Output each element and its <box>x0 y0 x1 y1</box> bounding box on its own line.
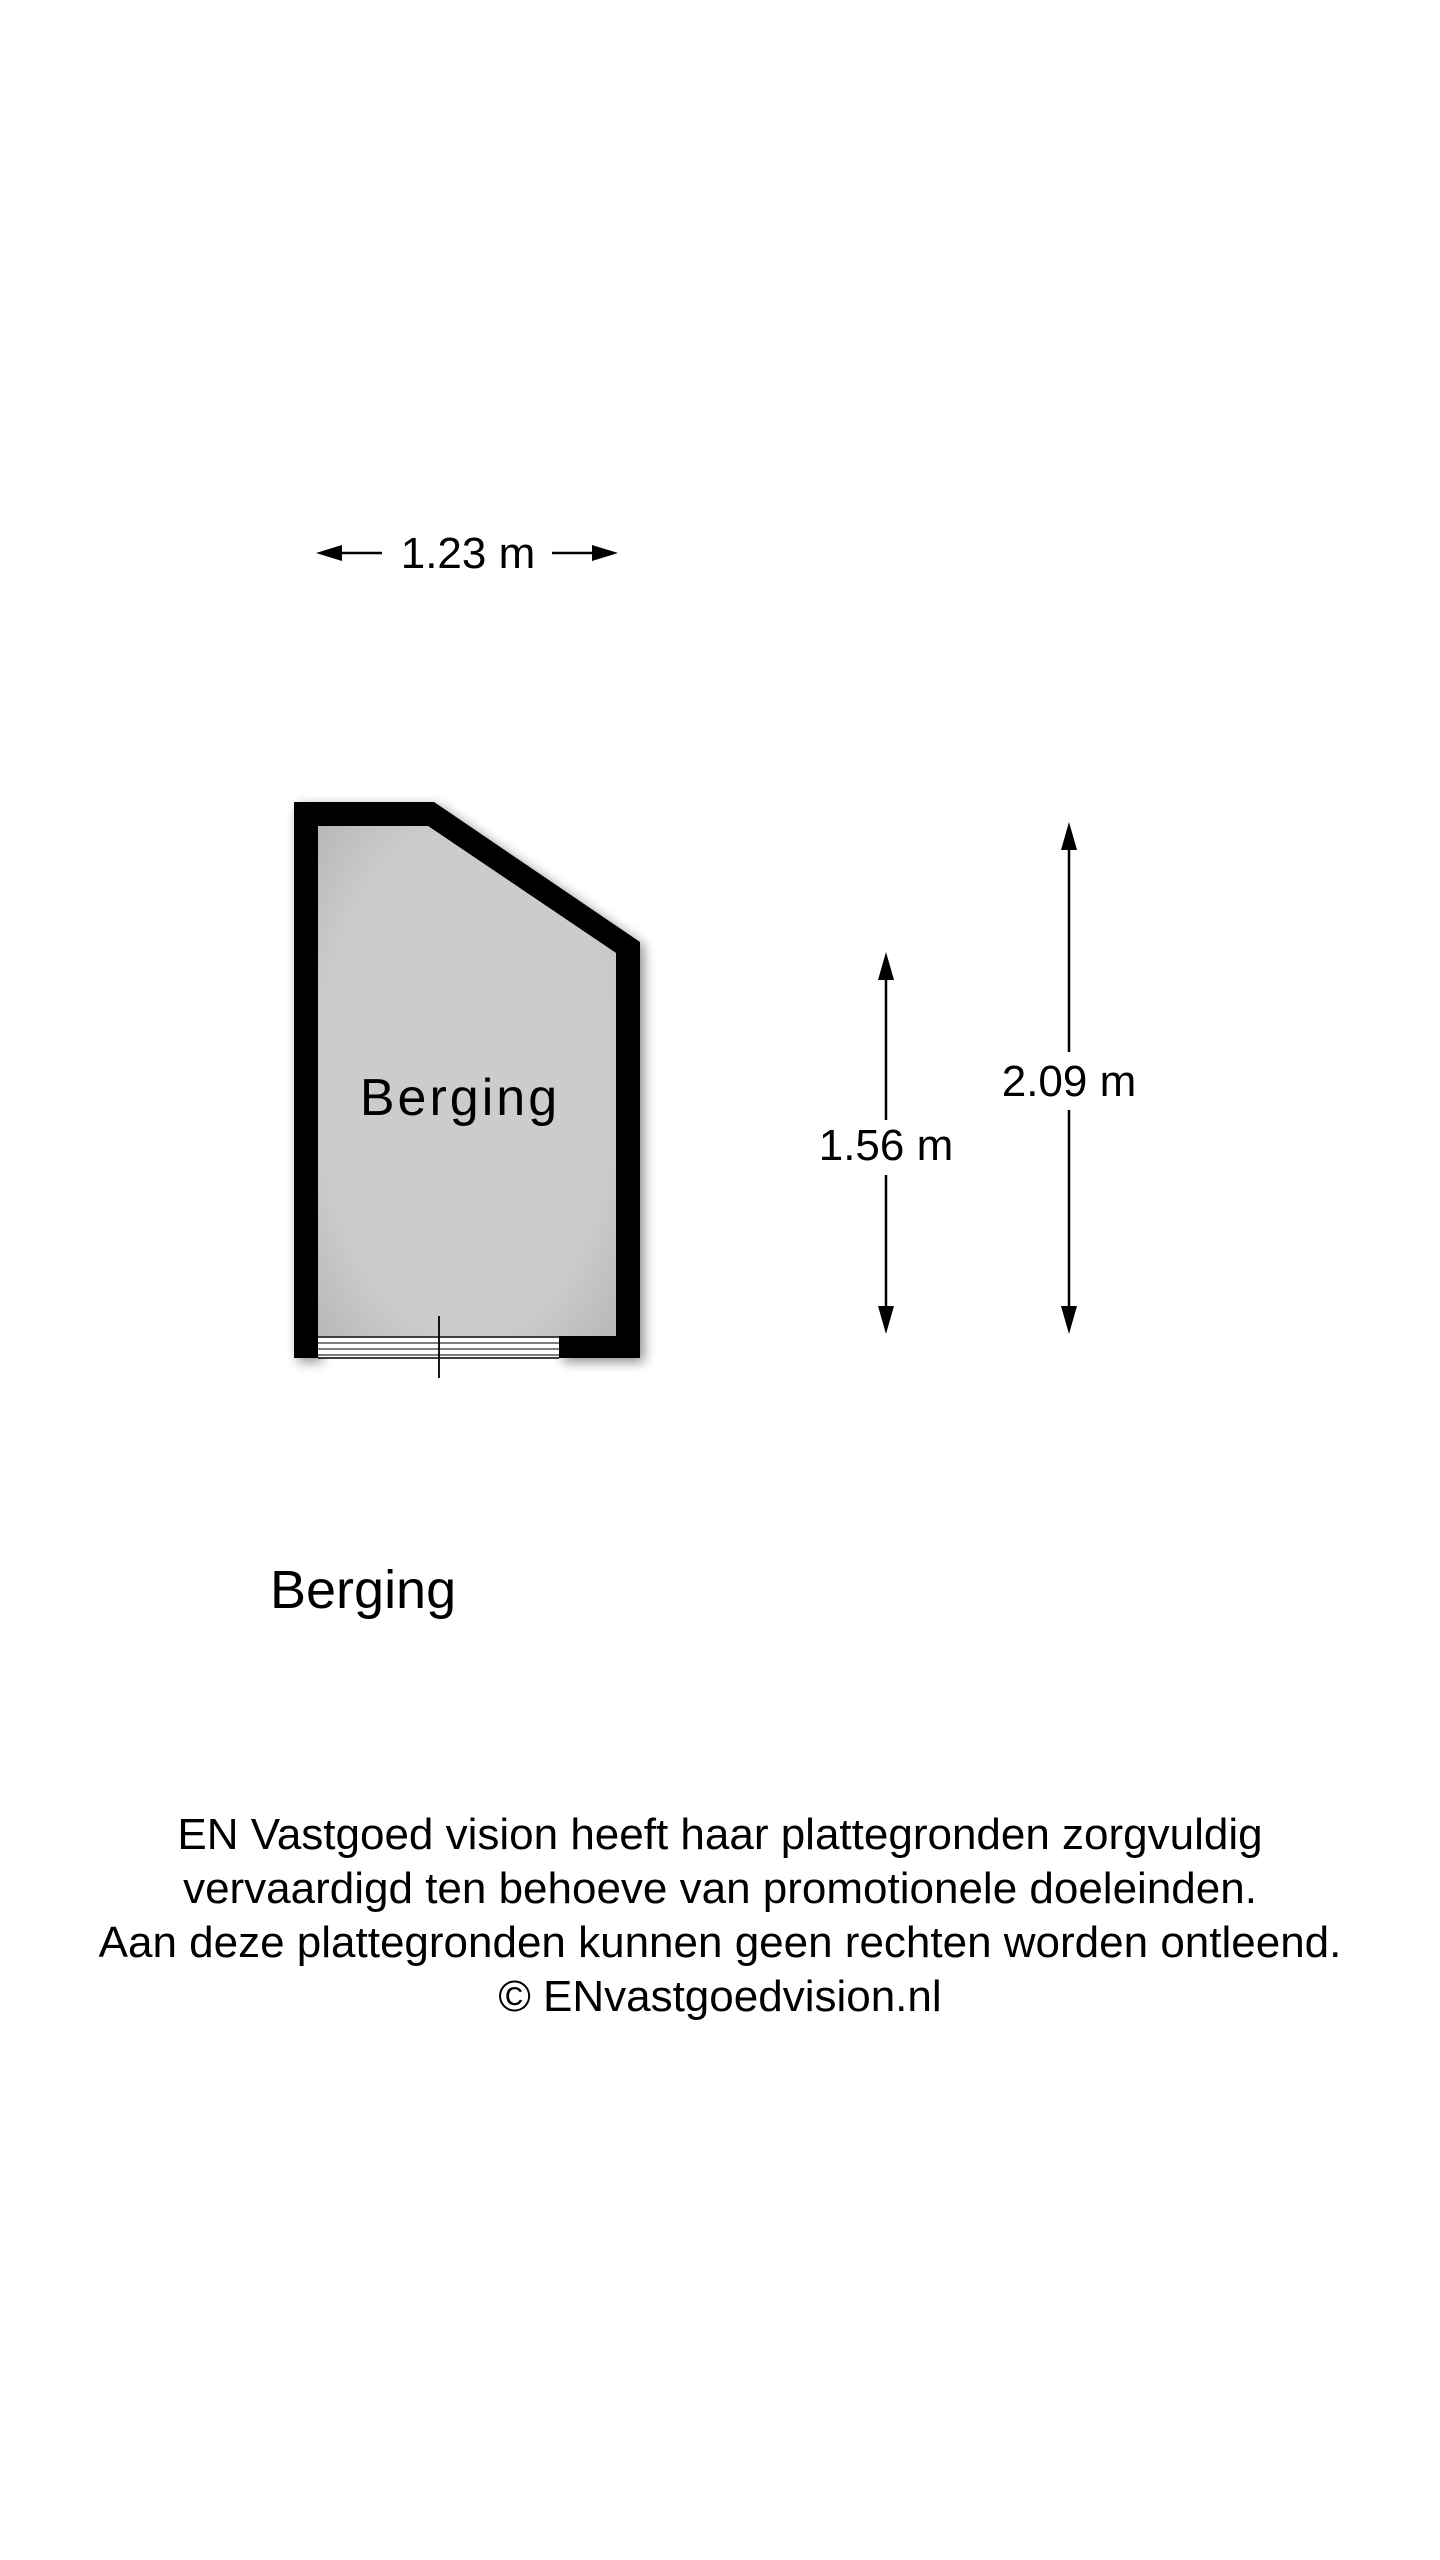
room-berging <box>294 802 640 1378</box>
height-short-dimension <box>819 952 954 1334</box>
disclaimer-line-3: Aan deze plattegronden kunnen geen rechten worden ontleend. <box>98 1918 1342 1967</box>
height-long-label: 2.09 m <box>1001 1057 1137 1106</box>
width-dimension <box>316 529 618 578</box>
floor-title: Berging <box>270 1560 457 1620</box>
disclaimer-line-2: vervaardigd ten behoeve van promotionele doeleinden. <box>183 1864 1257 1913</box>
disclaimer-line-1: EN Vastgoed vision heeft haar plattegronden zorgvuldig <box>177 1810 1263 1859</box>
height-short-arrowhead-bottom <box>878 1306 894 1334</box>
height-short-label: 1.56 m <box>818 1121 954 1170</box>
width-arrowhead-left <box>316 545 342 561</box>
disclaimer-line-4: © ENvastgoedvision.nl <box>498 1972 942 2021</box>
width-label: 1.23 m <box>400 529 536 578</box>
width-arrowhead-right <box>592 545 618 561</box>
height-long-dimension <box>1002 822 1137 1334</box>
room-label: Berging <box>359 1069 561 1127</box>
disclaimer <box>0 1808 1440 2024</box>
height-long-arrowhead-bottom <box>1061 1306 1077 1334</box>
